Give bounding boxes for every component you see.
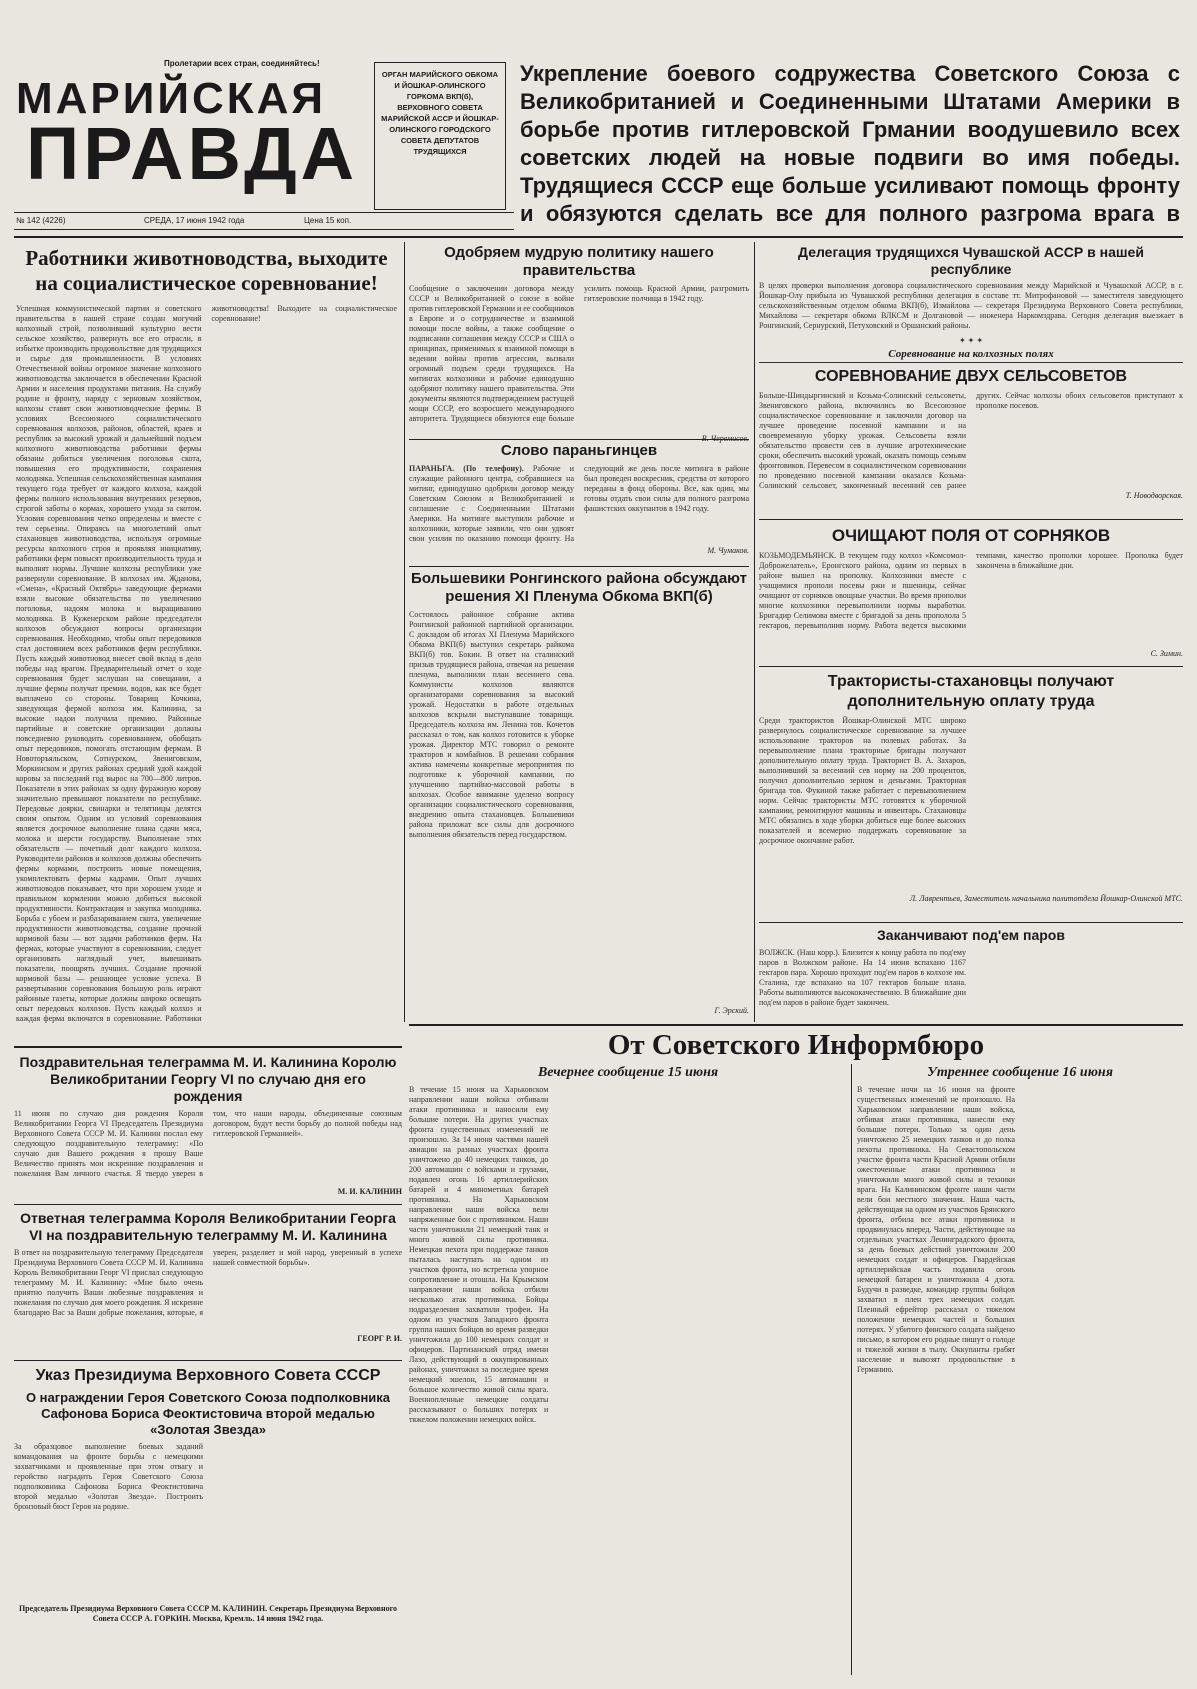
article-body: Больше-Шиндыргинский и Козьма-Солинский сельсоветы, Звениговского района, включились во Всесоюзное социалистическое соревнование и заключили договор на лучшее проведение посевной кампании и на своевременную уборку урожая. Сельсоветы взяли обязательство провести сев в лучшие агротехнические сроки, обеспечить высокий урожай, оказать помощь семьям фронтовиков. Перевесом в социалистическом соревновании по проведению посевной кампании оказался Козьма-Солинский сельсовет, законченный весенний сев ранее других. Сейчас колхозы обоих сельсоветов приступают к прополке посевов. bbox=[759, 391, 1183, 490]
issue-number: № 142 (4226) bbox=[16, 216, 66, 225]
article-sovinform bbox=[409, 1028, 1183, 1675]
article-signature: ГЕОРГ Р. И. bbox=[357, 1334, 402, 1343]
article-body: Сообщение о заключении договора между СССР и Великобританией о союзе в войне против гитлеровской Германии и ее сообщников в Европе и о сотрудничестве и взаимной помощи после войны, а также сообщение о подписании соглашения между СССР и США о принципах, применимых к взаимной помощи в ведении войны против агрессии, вызвали огромный подъем среди трудящихся. На митингах колхозники и рабочие единодушно одобряют политику нашего правительства. Эти документы являются подтверждением растущей мощи СССР, его возросшего международного авторитета. Трудящиеся обязуются еще больше усилить помощь Красной Армии, разгромить гитлеровские полчища в 1942 году. bbox=[409, 284, 749, 423]
article-rongino bbox=[409, 570, 749, 1022]
newspaper-title-line1: МАРИЙСКАЯ bbox=[16, 74, 327, 123]
article-body: ВОЛЖСК. (Наш корр.). Близится к концу работа по под'ему паров в Волжском районе. На 14 июня вспахано 1167 гектаров пара. Хорошо проходит под'ем паров в колхозе им. Сталина, где вспахано на 107 гектаров больше плана. Работы выполняются высококачественно. В ближайшие дни под'ем паров в районе будет закончен. bbox=[759, 948, 966, 1007]
evening-report-title: Вечернее сообщение 15 июня bbox=[537, 1065, 719, 1080]
article-headline: От Советского Информбюро bbox=[607, 1029, 985, 1061]
article-headline: Заканчивают под'ем паров bbox=[877, 927, 1065, 943]
article-steam bbox=[759, 926, 1183, 1018]
article-headline: Делегация трудящихся Чувашской АССР в нашей республике bbox=[798, 244, 1144, 277]
article-signature: С. Зимин. bbox=[1150, 649, 1183, 658]
article-signature: Л. Лаврентьев, Заместитель начальника политотдела Йошкар-Олинской МТС. bbox=[909, 894, 1183, 903]
newspaper-title-line2: ПРАВДА bbox=[26, 112, 359, 195]
article-headline: Слово параньгинцев bbox=[500, 442, 658, 459]
article-headline: Указ Президиума Верховного Совета СССР bbox=[35, 1367, 381, 1384]
article-signature: Г. Эрский. bbox=[714, 1006, 749, 1015]
article-body: За образцовое выполнение боевых заданий командования на фронте борьбы с немецкими захватчиками и проявленные при этом отвагу и геройство наградить Героя Советского Союза подполковника Сафонова Бориса Феоктистовича второй медалью «Золотая Звезда». Построить бронзовый бюст Героя на родине. bbox=[14, 1442, 203, 1511]
article-body: 11 июня по случаю дня рождения Короля Великобритании Георга VI Председатель Президиума Верховного Совета СССР М. И. Калинин послал ему следующую поздравительную телеграмму: «По случаю дня Вашего рождения я прошу Ваше Величество принять мои искренние поздравления и пожелания Вам личного счастья. Я твердо уверен в том, что наши народы, объединенные союзным договором, будут вести борьбу до полной победы над гитлеровской Германией». bbox=[14, 1109, 402, 1178]
masthead bbox=[14, 54, 1183, 236]
article-headline: Работники животноводства, выходите на социалистическое соревнование! bbox=[25, 246, 388, 295]
article-tractor bbox=[759, 670, 1183, 920]
article-signature: Т. Новодворская. bbox=[1125, 491, 1183, 500]
article-signature: М. И. КАЛИНИН bbox=[337, 1187, 402, 1196]
lead-slogan: Укрепление боевого содружества Советского Союза с Великобританией и Соединенными Штатами Америки в борьбе против гитлеровской Грмании воодушевило всех советских людей на новые подвиги во имя победы. Трудящиеся СССР еще больше усиливают помощь фронту и обязуются сделать все для полного разгрома врага в bbox=[520, 61, 1180, 226]
article-headline: Поздравительная телеграмма М. И. Калинина Королю Великобритании Георгу VI по случаю дня его рождения bbox=[19, 1054, 397, 1104]
article-weeds bbox=[759, 523, 1183, 663]
issue-date: СРЕДА, 17 июня 1942 года bbox=[144, 216, 245, 225]
issue-price: Цена 15 коп. bbox=[304, 216, 352, 225]
issue-bar bbox=[14, 212, 514, 230]
article-headline: Ответная телеграмма Короля Великобритании Георга VI на поздравительную телеграмму М. И. Калинина bbox=[20, 1210, 396, 1243]
evening-report-body: В течение 15 июня на Харьковском направлении наши войска отбивали атаки противника и наносили ему большие потери. На других участках фронта существенных изменений не произошло. За 14 июня частями нашей авиации на разных участках фронта уничтожено до 40 немецких танков, до 200 автомашин с войсками и грузами, подавлен огонь 16 артиллерийских батарей и 4 минометных батарей противника. На Харьковском направлении наши войска вели напряженные бои с противником. Наши части уничтожили 21 немецкий танк и много живой силы противника. Немецкая пехота при поддержке танков пыталась наступать на одном из участков фронта, но встретила упорное сопротивление и отошла. На Крымском направлении наши войска отбили несколько атак противника. Бойцы подразделения захватили трофеи. На одном из участков Западного фронта группа наших бойцов во время разведки уничтожила до 100 немецких солдат и офицеров. Партизанский отряд имени Лазо, действующий в оккупированных районах, уничтожил за последнее время немецкий эшелон, 15 автомашин и большое количество живой силы врага. Военнопленные немецкие солдаты рассказывают о больших потерях и тяжелом положении немецких войск. bbox=[409, 1085, 549, 1424]
dateline: ПАРАНЬГА. (По телефону). bbox=[409, 464, 524, 473]
article-telegram bbox=[14, 1052, 402, 1202]
article-paranga bbox=[409, 442, 749, 562]
article-body: Среди трактористов Йошкар-Олинской МТС широко развернулось социалистическое соревнование за лучшее использование тракторов на полевых работах. За перевыполнение плана тракторные бригады получают дополнительную оплату труда. Тракторист В. А. Захаров, выполнивший за весенний сев норму на 200 процентов, получил дополнительно зерном и деньгами. Тракторная бригада тов. Фукиной также работает с перевыполнением норм. Сейчас трактористы МТС готовятся к уборочной кампании, ремонтируют машины и инвентарь. Стахановцы МТС обязались в ходе уборки добиться еще более высоких показателей и всемерно поддержать соревнование за досрочное окончание работ. bbox=[759, 716, 966, 845]
morning-report-body: В течение ночи на 16 июня на фронте существенных изменений не произошло. На Харьковском направлении наши войска, отбивая атаки противника, нанесли ему большие потери. Только за один день уничтожено 25 немецких танков и до полка пехоты противника. На Севастопольском участке фронта части Красной Армии отбили ожесточенные атаки противника и уничтожили много живой силы и техники врага. На Калининском фронте наши части вели бои местного значения. Наша часть, действующая на одном из участков Брянского фронта, отбила все атаки противника и продвинулась вперед. Части, действующие на отдельных участках Ленинградского фронта, за день боевых действий уничтожили 200 немецких солдат и офицеров. Гвардейская артиллерийская часть подавила огонь немецкой батареи и уничтожила 4 дзота. Будучи в разведке, командир группы бойцов захватил в плен трех немецких солдат. Пленный ефрейтор рассказал о тяжелом положении немецких частей и больших потерях. У убитого финского солдата найдено письмо, в котором его родные пишут о голоде и тяжелой жизни в тылу. Оккупанты грабят население и вывозят продовольствие в Германию. bbox=[857, 1085, 1015, 1374]
decree-signature: Председатель Президиума Верховного Совета СССР М. КАЛИНИН. Секретарь Президиума Верховного Совета СССР А. ГОРКИН. Москва, Кремль. 14 июня 1942 года. bbox=[18, 1604, 398, 1623]
article-approve bbox=[409, 242, 749, 437]
article-chuvash bbox=[759, 242, 1183, 337]
article-reply bbox=[14, 1208, 402, 1358]
article-body: В целях проверки выполнения договора социалистического соревнования между Марийской и Чувашской АССР, в г. Йошкар-Олу прибыла из Чувашской республики делегация в составе тт. Митрофановой — заместителя заведующего сельскохозяйственным отделом обкома ВКП(б), Измайлова — секретаря Президиума Верховного Совета республики, Михайлова — секретаря обкома ВЛКСМ и Долгановой — инженера Наркомздрава. Сегодня делегация выезжает в Ронгинский, Сернурский, Петуховский и Оршанский районы. bbox=[759, 281, 1183, 330]
article-headline: Одобряем мудрую политику нашего правительства bbox=[444, 244, 714, 279]
organ-box: ОРГАН МАРИЙСКОГО ОБКОМА И ЙОШКАР-ОЛИНСКОГО ГОРКОМА ВКП(б), ВЕРХОВНОГО СОВЕТА МАРИЙСКОЙ АССР И ЙОШКАР-ОЛИНСКОГО ГОРОДСКОГО СОВЕТА ДЕПУТАТОВ ТРУДЯЩИХСЯ bbox=[374, 62, 506, 210]
article-body: В ответ на поздравительную телеграмму Председателя Президиума Верховного Совета СССР М. И. Калинина Король Великобритании Георг VI прислал следующую телеграмму М. И. Калинину: «Мне было очень приятно получить Ваши любезные поздравления и пожелания по случаю дня моего рождения. Я искренне благодарю Вас за Ваши добрые пожелания, которые, я уверен, разделяет и мой народ, уверенный в успехе нашей совместной борьбы». bbox=[14, 1248, 402, 1317]
article-body: КОЗЬМОДЕМЬЯНСК. В текущем году колхоз «Комсомол-Доброжелатель», Еронгского района, одним из первых в районе вышел на прополку. Колхозники вместе с учащимися прополи посевы ржи и пшеницы, сейчас очищают от сорняков овощные участки. Во время прополки многие колхозники перевыполнили нормы выработки. Бригадир Селимова вместе с бригадой за день прополола 5 гектаров, перевыполнив норму. Работа ведется высокими темпами, качество прополки хорошее. Прополка будет закончена в ближайшие дни. bbox=[759, 551, 1183, 630]
decree-subtitle: О награждении Героя Советского Союза подполковника Сафонова Бориса Феоктистовича второй медалью «Золотая Звезда» bbox=[25, 1390, 391, 1437]
article-headline: ОЧИЩАЮТ ПОЛЯ ОТ СОРНЯКОВ bbox=[831, 526, 1111, 545]
article-body: Состоялось районное собрание актива Ронгинской районной партийной организации. С докладом об итогах XI Пленума Марийского Обкома ВКП(б) выступил секретарь райкома ВКП(б) тов. Бокин. В ответ на сталинский призыв трудящиеся района, отвечая на решения пленума, выполнили план весеннего сева. Коммунисты колхозов являются организаторами соревнования за высокий урожай. Недостатки в работе отдельных колхозов вскрыли выступавшие товарищи. Председатель колхоза им. Ленина тов. Кочетов рассказал о том, как колхоз готовится к уборке урожая. Директор МТС говорил о ремонте тракторов и комбайнов. В решении собрания актива намечены конкретные мероприятия по подготовке к уборочной кампании, по улучшению партийно-массовой работы в колхозах. Особое внимание уделено вопросу организации социалистического соревнования, внедрению опыта стахановцев. Большевики района приложат все силы для досрочного выполнения обязательств перед государством. bbox=[409, 610, 574, 839]
article-headline: СОРЕВНОВАНИЕ ДВУХ СЕЛЬСОВЕТОВ bbox=[814, 368, 1128, 385]
newspaper-page: Пролетарии всех стран, соединяйтесь! МАРИЙСКАЯ ПРАВДА ОРГАН МАРИЙСКОГО ОБКОМА И ЙОШКАР-ОЛИНСКОГО ГОРКОМА ВКП(б), ВЕРХОВНОГО СОВЕТА МАРИЙСКОЙ АССР И ЙОШКАР-ОЛИНСКОГО ГОРОДСКОГО СОВЕТА ДЕПУТАТОВ ТРУДЯЩИХСЯ № 142 (4226) СРЕДА, 17 июня 1942 года Цена 15 коп. Укрепление боевого содружества Советского Союза с Великобританией и Соединенными Штатами Америки в борьбе против гитлеровской Грмании воодушевило всех советских людей на новые подвиги во имя победы. Трудящиеся СССР еще больше усиливают помощь фронту и обязуются сделать все для полного разгрома врага в Работники животноводства, выходите на социалистическое соревнование! Успешная коммунистической партии и советского правительства в нашей стране создан могучий колхозный строй, позволивший культурно вести сельское хозяйство, развернуть все его отрасли, в избытке производить продовольствие для трудящихся и сырье для промышленности. В условиях Отечественной войны огромное значение колхозного животноводства заключается в обеспечении Красной Армии и населения продуктами питания. На службу родине и фронту, наряду с зерновым хозяйством, колхозы ставят свои животноводческие фермы. В условиях Всесоюзного социалистического соревнования колхозов, районов, областей, краев и республик за высокий урожай и дальнейший подъем колхозного животноводства работники фермы обязаны добиться увеличения поголовья скота, повышения его продуктивности, сохранения молодняка. Успешная сельскохозяйственная кампания текущего года требует от каждого колхоза, каждой фермы полного использования внутренних резервов, строгой заботы о кормах, хорошего ухода за скотом. Условия соревнования четко определены и вместе с тем серьезны. Опираясь на многолетний опыт стахановцев животноводства, используя огромные ресурсы колхозного строя и проявляя инициативу, работники ферм повысят производительность труда и выполнят нормы. Лучшие колхозы республики уже развернули соревнование. В колхозах им. Жданова, «Смена», «Красный Октябрь» заведующие фермами взяли высокие обязательства по увеличению поголовья, надоям молока и выращиванию молодняка. В Куженерском районе председатели колхозов обсуждают вопросы организации соревнования. Необходимо, чтобы опыт передовиков стал достоянием всех работников ферм республики. Пусть каждый животновод внесет свой вклад в дело победы над врагом. Предварительный отчет о ходе соревнования будет заслушан на совещании, а лучшие фермы получат премии. водов, как все будет выплачено со стороны. Товарищ Кочкина, заведующая фермой колхоза им. Калинина, за высокие надои получила премию. Районные партийные и советские организации должны повседневно руководить соревнованием, обобщать опыт передовиков, помогать отстающим фермам. В Новоторъяльском, Сотнурском, Звениговском, Моркинском и других районах средний удой каждой коровы за последний год вырос на 700—800 литров. Показатели в этих районах за одну фуражную корову значительно превышают показатели по республике. Передовые доярки, свинарки и телятницы делятся своим опытом. Одним из условий соревнования является досрочное выполнение плана сдачи мяса, молока и шерсти государству. Выполнение этих обязательств — почетный долг каждого колхоза. Руководители районов и колхозов должны обеспечить фермы кормами, построить новые помещения, укомплектовать фермы кадрами. Опыт лучших животноводов показывает, что при хорошем уходе и правильном кормлении можно добиться высокой продуктивности. Контрактация и закупка молодняка. Борьба с убоем и разбазариванием скота, увеличение продуктивности животноводства, создание прочной кормовой базы — вот задачи работников ферм. На фермах, которые участвуют в соревновании, следует организовать наглядный учет, вывешивать показатели, поощрять лучших. Создание прочной кормовой базы — решающее условие успеха. В развертывании соревнования большую роль играют районные газеты, которые должны широко освещать опыт передовых колхозов. Пусть каждый колхоз и каждая ферма включатся в соревнование. Работники животноводства! Выходите на социалистическое соревнование! Одобряем мудрую политику нашего правительства Сообщение о заключении договора между СССР и Великобританией о союзе в войне против гитлеровской Германии и ее сообщников в Европе и о сотрудничестве и взаимной помощи после войны, а также сообщение о подписании соглашения между СССР и США о принципах, применимых к взаимной помощи в ведении войны против агрессии, вызвали огромный подъем среди трудящихся. На митингах колхозники и рабочие единодушно одобряют политику нашего правительства. Эти документы являются подтверждением растущей мощи СССР, его возросшего международного авторитета. Трудящиеся обязуются еще больше усилить помощь Красной Армии, разгромить гитлеровские полчища в 1942 году. Слово параньгинцев ПАРАНЬГА. (По телефону). Рабочие и служащие районного центра, собравшиеся на митинг, единодушно одобрили договор между Советским Союзом и Великобританией и соглашение с Соединенными Штатами Америки. На митинге выступили рабочие и колхозники, которые заявили, что они удвоят свои усилия по оказанию помощи фронту. На следующий же день после митинга в районе был проведен воскресник, средства от которого переданы в фонд обороны. Все, как один, мы готовы отдать свои силы для полного разгрома фашистских оккупантов в 1942 году. М. Чумаков. Большевики Ронгинского района обсуждают решения XI Пленума Обкома ВКП(б) Состоялось районное собрание актива Ронгинской районной партийной организации. С докладом об итогах XI Пленума Марийского Обкома ВКП(б) выступил секретарь райкома ВКП(б) тов. Бокин. В ответ на сталинский призыв трудящиеся района, отвечая на решения пленума, выполнили план весеннего сева. Коммунисты колхозов являются организаторами соревнования за высокий урожай. Недостатки в работе отдельных колхозов вскрыли выступавшие товарищи. Председатель колхоза им. Ленина тов. Кочетов рассказал о том, как колхоз готовится к уборке урожая. Директор МТС говорил о ремонте тракторов и комбайнов. В решении собрания актива намечены конкретные мероприятия по подготовке к уборочной кампании, по улучшению партийно-массовой работы в колхозах. Особое внимание уделено вопросу организации социалистического соревнования, внедрению опыта стахановцев. Большевики района приложат все силы для досрочного выполнения обязательств перед государством. Г. Эрский. Делегация трудящихся Чувашской АССР в нашей республике В целях проверки выполнения договора социалистического соревнования между Марийской и Чувашской АССР, в г. Йошкар-Олу прибыла из Чувашской республики делегация в составе тт. Митрофановой — заместителя заведующего сельскохозяйственным отделом обкома ВКП(б), Измайлова — секретаря Президиума Верховного Совета республики, Михайлова — секретаря обкома ВЛКСМ и Долгановой — инженера Наркомздрава. Сегодня делегация выезжает в Ронгинский, Сернурский, Петуховский и Оршанский районы. ✦ ✦ ✦ Соревнование на колхозных полях СОРЕВНОВАНИЕ ДВУХ СЕЛЬСОВЕТОВ Больше-Шиндыргинский и Козьма-Солинский сельсоветы, Звениговского района, включились во Всесоюзное социалистическое соревнование и заключили договор на лучшее проведение посевной кампании и на своевременную уборку урожая. Сельсоветы взяли обязательство провести сев в лучшие агротехнические сроки, обеспечить высокий урожай, оказать помощь семьям фронтовиков. Перевесом в социалистическом соревновании по проведению посевной кампании оказался Козьма-Солинский сельсовет, законченный весенний сев ранее других. Сейчас колхозы обоих сельсоветов приступают к прополке посевов. Т. Новодворская. ОЧИЩАЮТ ПОЛЯ ОТ СОРНЯКОВ КОЗЬМОДЕМЬЯНСК. В текущем году колхоз «Комсомол-Доброжелатель», Еронгского района, одним из первых в районе вышел на прополку. Колхозники вместе с учащимися прополи посевы ржи и пшеницы, сейчас очищают от сорняков овощные участки. Во время прополки многие колхозники перевыполнили нормы выработки. Бригадир Селимова вместе с бригадой за день прополола 5 гектаров, перевыполнив норму. Работа ведется высокими темпами, качество прополки хорошее. Прополка будет закончена в ближайшие дни. С. Зимин. Трактористы-стахановцы получают дополнительную оплату труда Среди трактористов Йошкар-Олинской МТС широко развернулось социалистическое соревнование за лучшее использование тракторов на полевых работах. За перевыполнение плана тракторные бригады получают дополнительную оплату труда. Тракторист В. А. Захаров, выполнивший за весенний сев норму на 200 процентов, получил дополнительно зерном и деньгами. Тракторная бригада тов. Фукиной также работает с перевыполнением норм. Сейчас трактористы МТС готовятся к уборочной кампании, ремонтируют машины и инвентарь. Стахановцы МТС обязались в ходе уборки добиться еще более высоких показателей и всемерно поддержать соревнование за досрочное окончание работ. Л. Лаврентьев, Заместитель начальника политотдела Йошкар-Олинской МТС. Заканчивают под'ем паров ВОЛЖСК. (Наш корр.). Близится к концу работа по под'ему паров в Волжском районе. На 14 июня вспахано 1167 гектаров пара. Хорошо проходит под'ем паров в колхозе им. Сталина, где вспахано на 107 гектаров больше плана. Работы выполняются высококачественно. В ближайшие дни под'ем паров в районе будет закончен. От Советского Информбюро Вечернее сообщение 15 июня В течение 15 июня на Харьковском направлении наши войска отбивали атаки противника и наносили ему большие потери. На других участках фронта существенных изменений не произошло. За 14 июня частями нашей авиации на разных участках фронта уничтожено до 40 немецких танков, до 200 автомашин с войсками и грузами, подавлен огонь 16 артиллерийских батарей и 4 минометных батарей противника. На Харьковском направлении наши войска вели напряженные бои с противником. Наши части уничтожили 21 немецкий танк и много живой силы противника. Немецкая пехота при поддержке танков пыталась наступать на одном из участков фронта, но встретила упорное сопротивление и отошла. На Крымском направлении наши войска отбили несколько атак противника. Бойцы подразделения захватили трофеи. На одном из участков Западного фронта группа наших бойцов во время разведки уничтожила до 100 немецких солдат и офицеров. Партизанский отряд имени Лазо, действующий в оккупированных районах, уничтожил за последнее время немецкий эшелон, 15 автомашин и большое количество живой силы врага. Военнопленные немецкие солдаты рассказывают о больших потерях и тяжелом положении немецких войск. Утреннее сообщение 16 июня В течение ночи на 16 июня на фронте существенных изменений не произошло. На Харьковском направлении наши войска, отбивая атаки противника, нанесли ему большие потери. Только за один день уничтожено 25 немецких танков и до полка пехоты противника. На Севастопольском участке фронта части Красной Армии отбили ожесточенные атаки противника и уничтожили много живой силы и техники врага. На Калининском фронте наши части вели бои местного значения. Наша часть, действующая на одном из участков Брянского фронта, отбила все атаки противника и продвинулась вперед. Части, действующие на отдельных участках Ленинградского фронта, за день боевых действий уничтожили 200 немецких солдат и офицеров. Гвардейская артиллерийская часть подавила огонь немецкой батареи и уничтожила 4 дзота. Будучи в разведке, командир группы бойцов захватил в плен трех немецких солдат. Пленный ефрейтор рассказал о тяжелом положении немецких частей и больших потерях. У убитого финского солдата найдено письмо, в котором его родные пишут о голоде и тяжелой жизни в тылу. Оккупанты грабят население и вывозят продовольствие в Германию. Поздравительная телеграмма М. И. Калинина Королю Великобритании Георгу VI по случаю дня его рождения 11 июня по случаю дня рождения Короля Великобритании Георга VI Председатель Президиума Верховного Совета СССР М. И. Калинин послал ему следующую поздравительную телеграмму: «По случаю дня Вашего рождения я прошу Ваше Величество принять мои искренние поздравления и пожелания Вам личного счастья. Я твердо уверен в том, что наши народы, объединенные союзным договором, будут вести борьбу до полной победы над гитлеровской Германией». М. И. КАЛИНИН Ответная телеграмма Короля Великобритании Георга VI на поздравительную телеграмму М. И. Калинина В ответ на поздравительную телеграмму Председателя Президиума Верховного Совета СССР М. И. Калинина Король Великобритании Георг VI прислал следующую телеграмму М. И. Калинину: «Мне было очень приятно получить Ваши любезные поздравления и пожелания по случаю дня моего рождения. Я искренне благодарю Вас за Ваши добрые пожелания, которые, я уверен, разделяет и мой народ, уверенный в успехе нашей совместной борьбы». ГЕОРГ Р. И. Указ Президиума Верховного Совета СССР О награждении Героя Советского Союза подполковника Сафонова Бориса Феоктистовича второй медалью «Золотая Звезда» За образцовое выполнение боевых заданий командования на фронте борьбы с немецкими захватчиками и проявленные при этом отвагу и геройство наградить Героя Советского Союза подполковника Сафонова Бориса Феоктистовича второй медалью «Золотая Звезда». Построить бронзовый бюст Героя на родине. Председатель Президиума Верховного Совета СССР М. КАЛИНИН. Секретарь Президиума Верховного Совета СССР А. ГОРКИН. Москва, Кремль. 14 июня 1942 года. bbox=[14, 14, 1183, 1675]
rubric: Соревнование на колхозных полях bbox=[759, 348, 1183, 363]
article-body: Успешная коммунистической партии и советского правительства в нашей стране создан могучий колхозный строй, позволивший культурно вести сельское хозяйство, развернуть все его отрасли, в избытке производить продовольствие для трудящихся и сырье для промышленности. В условиях Отечественной войны огромное значение колхозного животноводства заключается в обеспечении Красной Армии и населения продуктами питания. На службу родине и фронту, наряду с зерновым хозяйством, колхозы ставят свои животноводческие фермы. В условиях Всесоюзного социалистического соревнования колхозов, районов, областей, краев и республик за высокий урожай и дальнейший подъем колхозного животноводства работники фермы обязаны добиться увеличения поголовья скота, повышения его продуктивности, сохранения молодняка. Успешная сельскохозяйственная кампания текущего года требует от каждого колхоза, каждой фермы полного использования внутренних резервов, строгой заботы о кормах, хорошего ухода за скотом. Условия соревнования четко определены и вместе с тем серьезны. Опираясь на многолетний опыт стахановцев животноводства, используя огромные ресурсы колхозного строя и проявляя инициативу, работники ферм повысят производительность труда и выполнят нормы. Лучшие колхозы республики уже развернули соревнование. В колхозах им. Жданова, «Смена», «Красный Октябрь» заведующие фермами взяли высокие обязательства по увеличению поголовья, надоям молока и выращиванию молодняка. В Куженерском районе председатели колхозов обсуждают вопросы организации соревнования. Необходимо, чтобы опыт передовиков стал достоянием всех работников ферм республики. Пусть каждый животновод внесет свой вклад в дело победы над врагом. Предварительный отчет о ходе соревнования будет заслушан на совещании, а лучшие фермы получат премии. водов, как все будет выплачено со стороны. Товарищ Кочкина, заведующая фермой колхоза им. Калинина, за высокие надои получила премию. Районные партийные и советские организации должны повседневно руководить соревнованием, обобщать опыт передовиков, помогать отстающим фермам. В Новоторъяльском, Сотнурском, Звениговском, Моркинском и других районах средний удой каждой коровы за последний год вырос на 700—800 литров. Показатели в этих районах за одну фуражную корову значительно превышают показатели по республике. Передовые доярки, свинарки и телятницы делятся своим опытом. Одним из условий соревнования является досрочное выполнение плана сдачи мяса, молока и шерсти государству. Выполнение этих обязательств — почетный долг каждого колхоза. Руководители районов и колхозов должны обеспечить фермы кормами, построить новые помещения, укомплектовать фермы кадрами. Опыт лучших животноводов показывает, что при хорошем уходе и правильном кормлении можно добиться высокой продуктивности. Контрактация и закупка молодняка. Борьба с убоем и разбазариванием скота, увеличение продуктивности животноводства, создание прочной кормовой базы — вот задачи работников ферм. На фермах, которые участвуют в соревновании, следует организовать наглядный учет, вывешивать показатели, поощрять лучших. Создание прочной кормовой базы — решающее условие успеха. В развертывании соревнования большую роль играют районные газеты, которые должны широко освещать опыт передовых колхозов. Пусть каждый колхоз и каждая ферма включатся в соревнование. Работники животноводства! Выходите на социалистическое соревнование! bbox=[16, 304, 397, 1023]
article-headline: Трактористы-стахановцы получают дополнительную оплату труда bbox=[827, 673, 1115, 710]
article-competition bbox=[759, 348, 1183, 516]
morning-report-title: Утреннее сообщение 16 июня bbox=[927, 1065, 1113, 1080]
article-headline: Большевики Ронгинского района обсуждают решения XI Пленума Обкома ВКП(б) bbox=[411, 570, 747, 605]
article-decree bbox=[14, 1364, 402, 1675]
slogan: Пролетарии всех стран, соединяйтесь! bbox=[164, 59, 320, 68]
article-body: ПАРАНЬГА. (По телефону). Рабочие и служащие районного центра, собравшиеся на митинг, единодушно одобрили договор между Советским Союзом и Великобританией и соглашение с Соединенными Штатами Америки. На митинге выступили рабочие и колхозники, которые заявили, что они удвоят свои усилия по оказанию помощи фронту. На следующий же день после митинга в районе был проведен воскресник, средства от которого переданы в фонд обороны. Все, как один, мы готовы отдать свои силы для полного разгрома фашистских оккупантов в 1942 году. bbox=[409, 464, 749, 543]
article-livestock bbox=[14, 242, 399, 1042]
article-signature: М. Чумаков. bbox=[707, 546, 749, 555]
